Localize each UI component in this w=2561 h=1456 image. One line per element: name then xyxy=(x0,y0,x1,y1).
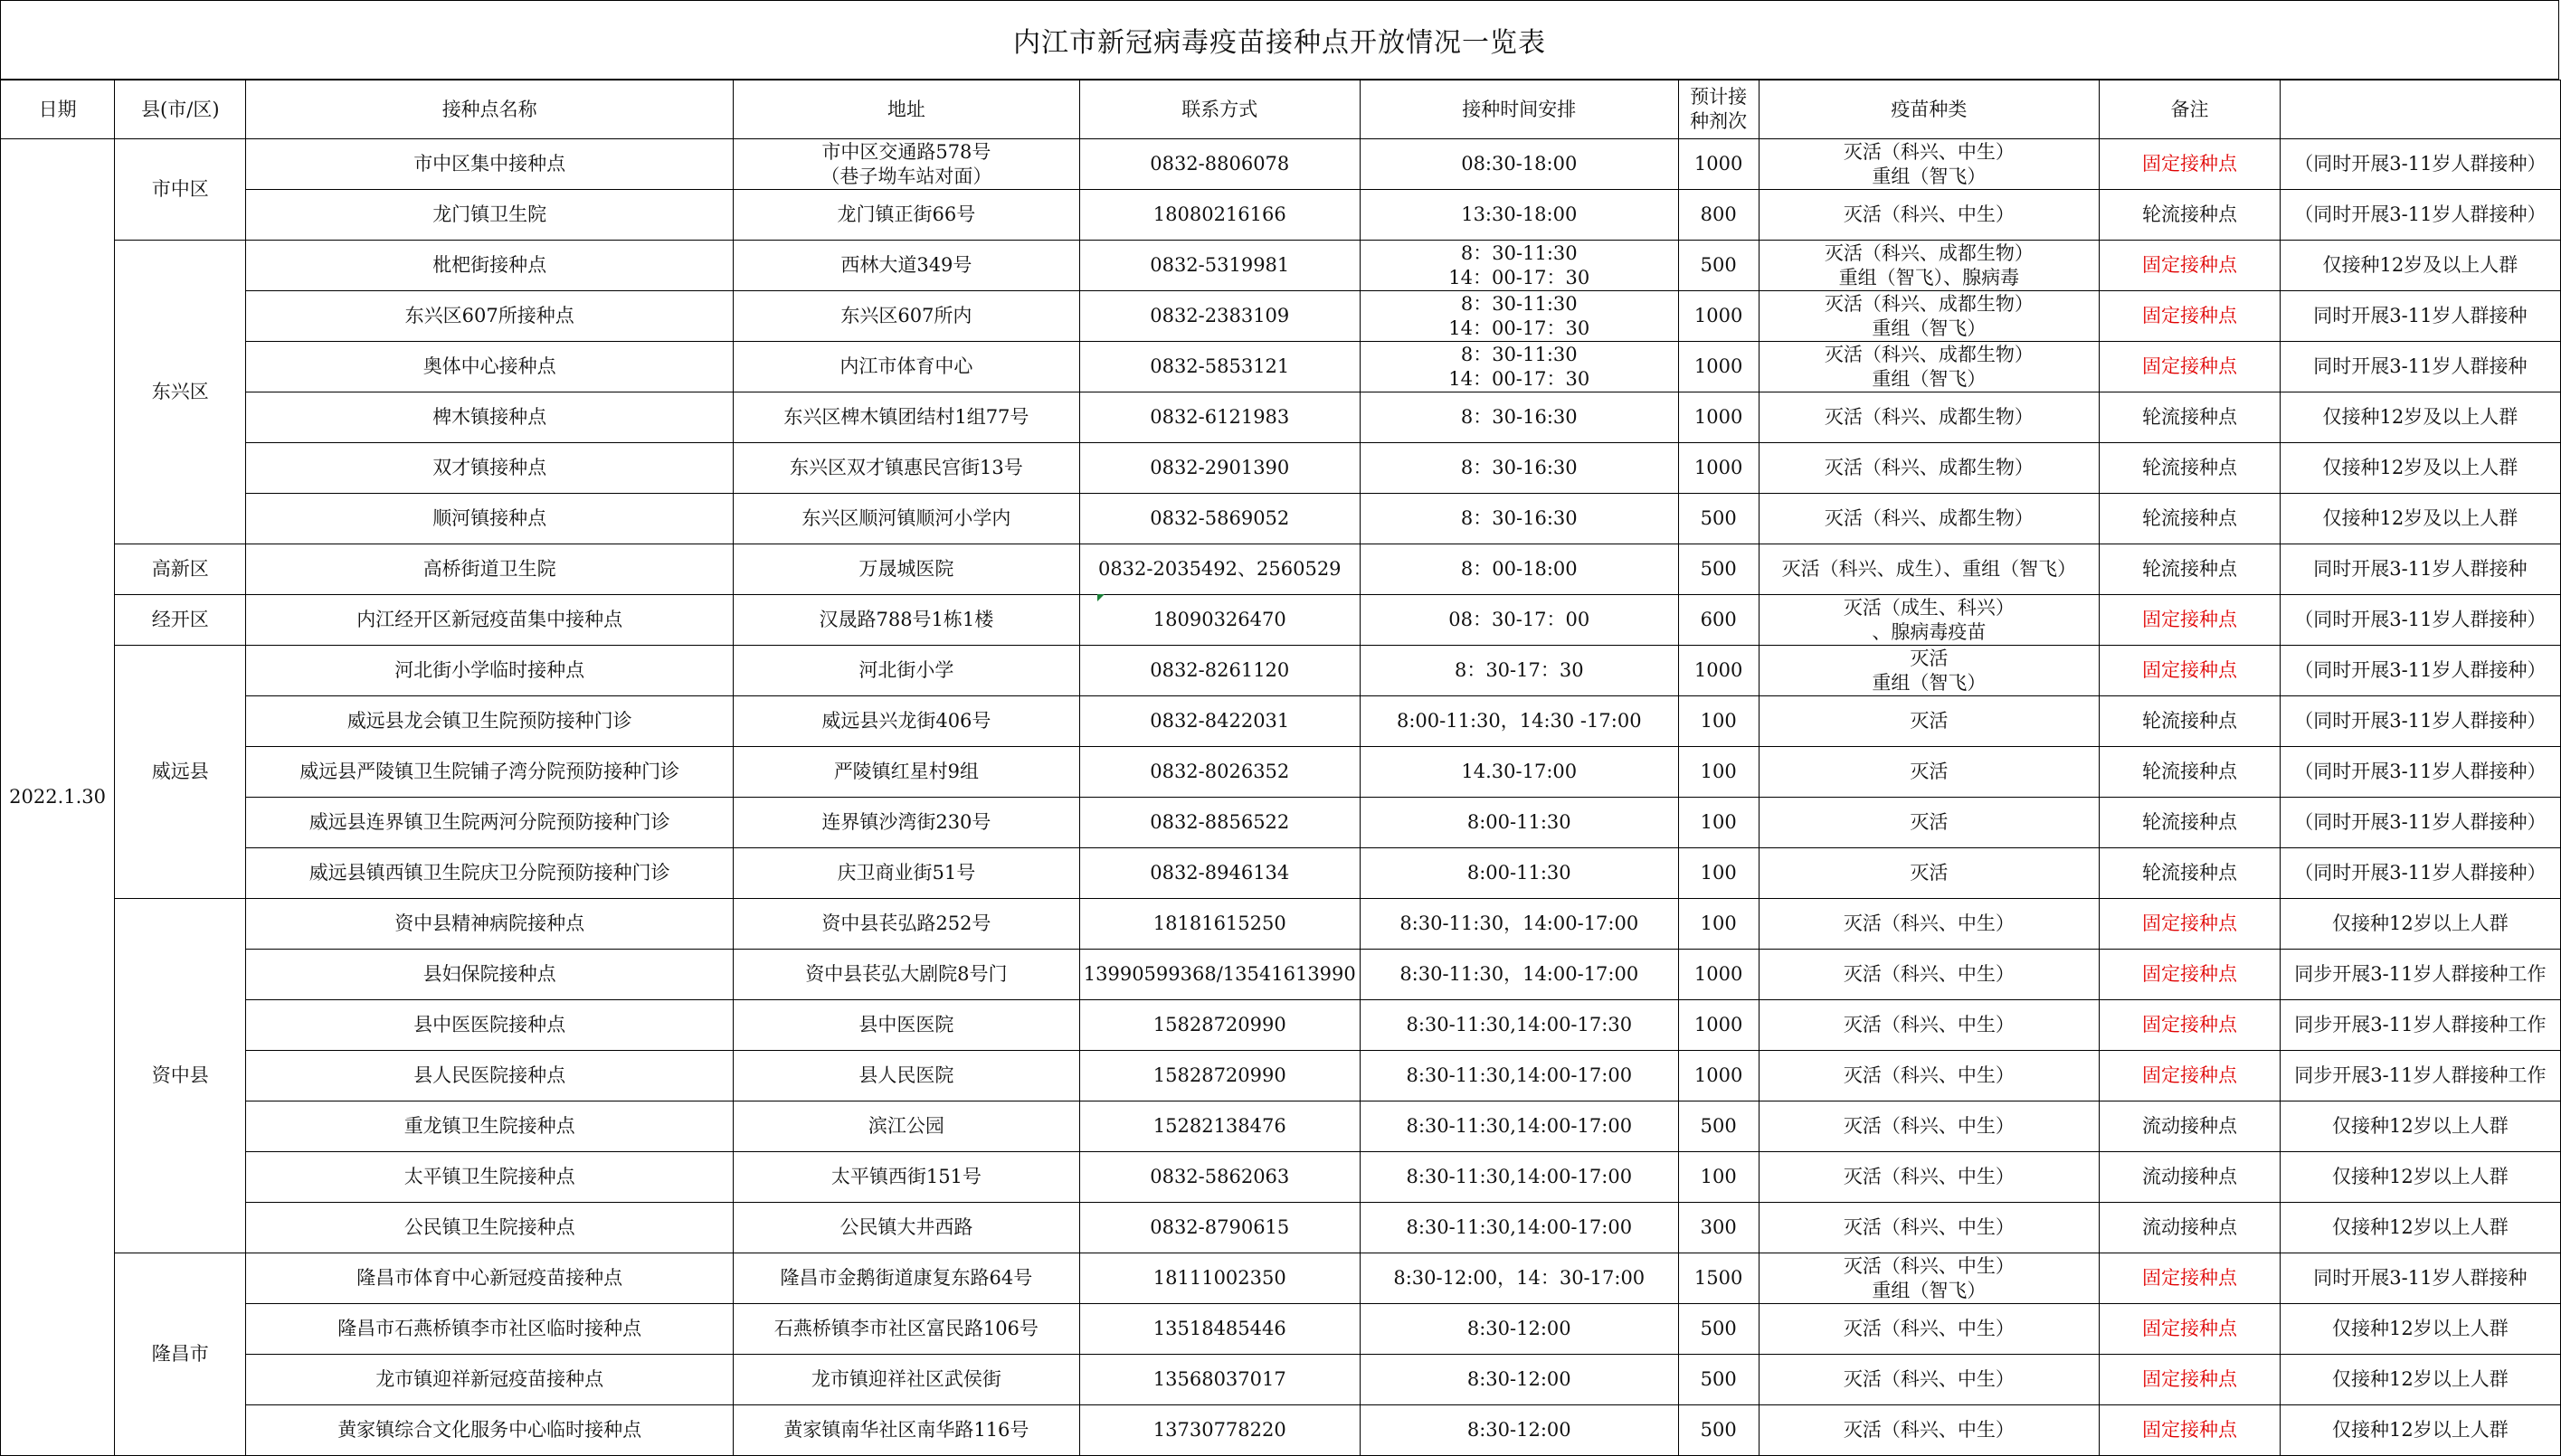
site-name: 太平镇卫生院接种点 xyxy=(246,1152,734,1203)
site-doses: 600 xyxy=(1678,595,1759,646)
table-row xyxy=(1,1101,2561,1152)
site-contact: 15828720990 xyxy=(1079,1051,1360,1101)
site-extra-note: 同步开展3-11岁人群接种工作 xyxy=(2280,950,2560,1000)
site-schedule: 8:30-11:30,14:00-17:30 xyxy=(1360,1000,1678,1051)
site-contact: 13568037017 xyxy=(1079,1355,1360,1405)
county-cell: 经开区 xyxy=(115,595,246,646)
site-contact: 0832-8026352 xyxy=(1079,747,1360,798)
site-type: 固定接种点 xyxy=(2100,1000,2280,1051)
site-vaccine: 灭活（成生、科兴） 、腺病毒疫苗 xyxy=(1759,595,2100,646)
site-extra-note: 仅接种12岁以上人群 xyxy=(2280,1152,2560,1203)
site-vaccine: 灭活（科兴、中生） xyxy=(1759,1152,2100,1203)
site-address: 严陵镇红星村9组 xyxy=(734,747,1080,798)
site-address: 东兴区椑木镇团结村1组77号 xyxy=(734,392,1080,443)
table-row xyxy=(1,291,2561,342)
table-row xyxy=(1,1355,2561,1405)
site-vaccine: 灭活（科兴、中生） xyxy=(1759,1101,2100,1152)
site-schedule: 8：30-16:30 xyxy=(1360,392,1678,443)
site-type: 流动接种点 xyxy=(2100,1101,2280,1152)
site-schedule: 8:00-11:30 xyxy=(1360,848,1678,899)
site-name: 顺河镇接种点 xyxy=(246,494,734,544)
site-schedule: 08:30-18:00 xyxy=(1360,139,1678,190)
site-name: 双才镇接种点 xyxy=(246,443,734,494)
site-address: 隆昌市金鹅街道康复东路64号 xyxy=(734,1253,1080,1304)
site-vaccine: 灭活（科兴、中生） xyxy=(1759,190,2100,241)
site-address: 东兴区顺河镇顺河小学内 xyxy=(734,494,1080,544)
site-address: 万晟城医院 xyxy=(734,544,1080,595)
site-schedule: 8：30-11:30 14：00-17：30 xyxy=(1360,241,1678,291)
site-extra-note: 仅接种12岁以上人群 xyxy=(2280,1304,2560,1355)
site-contact: 0832-8422031 xyxy=(1079,696,1360,747)
site-extra-note: （同时开展3-11岁人群接种） xyxy=(2280,696,2560,747)
site-type: 固定接种点 xyxy=(2100,1405,2280,1456)
site-extra-note: （同时开展3-11岁人群接种） xyxy=(2280,139,2560,190)
site-name: 威远县严陵镇卫生院铺子湾分院预防接种门诊 xyxy=(246,747,734,798)
site-contact: 0832-8790615 xyxy=(1079,1203,1360,1253)
table-row xyxy=(1,696,2561,747)
site-name: 威远县镇西镇卫生院庆卫分院预防接种门诊 xyxy=(246,848,734,899)
table-row xyxy=(1,1405,2561,1456)
site-vaccine: 灭活（科兴、成生）、重组（智飞） xyxy=(1759,544,2100,595)
site-name: 威远县连界镇卫生院两河分院预防接种门诊 xyxy=(246,798,734,848)
site-vaccine: 灭活（科兴、中生） xyxy=(1759,1000,2100,1051)
site-type: 轮流接种点 xyxy=(2100,443,2280,494)
site-doses: 300 xyxy=(1678,1203,1759,1253)
county-cell: 威远县 xyxy=(115,646,246,899)
header-county: 县(市/区) xyxy=(115,80,246,139)
site-type: 固定接种点 xyxy=(2100,139,2280,190)
table-row xyxy=(1,544,2561,595)
site-vaccine: 灭活（科兴、成都生物） xyxy=(1759,392,2100,443)
site-contact: 15282138476 xyxy=(1079,1101,1360,1152)
site-doses: 100 xyxy=(1678,1152,1759,1203)
site-extra-note: 同时开展3-11岁人群接种 xyxy=(2280,544,2560,595)
site-address: 连界镇沙湾街230号 xyxy=(734,798,1080,848)
site-vaccine: 灭活（科兴、中生） 重组（智飞） xyxy=(1759,139,2100,190)
site-schedule: 08：30-17：00 xyxy=(1360,595,1678,646)
table-row xyxy=(1,899,2561,950)
site-type: 轮流接种点 xyxy=(2100,494,2280,544)
site-schedule: 8:30-11:30,14:00-17:00 xyxy=(1360,1152,1678,1203)
site-name: 黄家镇综合文化服务中心临时接种点 xyxy=(246,1405,734,1456)
site-vaccine: 灭活（科兴、中生） xyxy=(1759,1355,2100,1405)
site-schedule: 8:30-12:00，14：30-17:00 xyxy=(1360,1253,1678,1304)
site-type: 轮流接种点 xyxy=(2100,696,2280,747)
site-name: 内江经开区新冠疫苗集中接种点 xyxy=(246,595,734,646)
site-address: 内江市体育中心 xyxy=(734,342,1080,392)
site-doses: 500 xyxy=(1678,494,1759,544)
site-extra-note: 同时开展3-11岁人群接种 xyxy=(2280,342,2560,392)
site-doses: 100 xyxy=(1678,696,1759,747)
site-address: 西林大道349号 xyxy=(734,241,1080,291)
county-cell: 隆昌市 xyxy=(115,1253,246,1456)
site-contact: 15828720990 xyxy=(1079,1000,1360,1051)
site-contact: 0832-8946134 xyxy=(1079,848,1360,899)
site-type: 固定接种点 xyxy=(2100,950,2280,1000)
site-type: 轮流接种点 xyxy=(2100,190,2280,241)
site-contact: 13990599368/13541613990 xyxy=(1079,950,1360,1000)
site-name: 公民镇卫生院接种点 xyxy=(246,1203,734,1253)
site-vaccine: 灭活（科兴、成都生物） 重组（智飞） xyxy=(1759,291,2100,342)
site-extra-note: 仅接种12岁及以上人群 xyxy=(2280,241,2560,291)
header-date: 日期 xyxy=(1,80,115,139)
site-name: 河北街小学临时接种点 xyxy=(246,646,734,696)
table-row xyxy=(1,747,2561,798)
site-address: 资中县苌弘大剧院8号门 xyxy=(734,950,1080,1000)
site-vaccine: 灭活（科兴、成都生物） xyxy=(1759,443,2100,494)
site-extra-note: （同时开展3-11岁人群接种） xyxy=(2280,595,2560,646)
site-doses: 1000 xyxy=(1678,950,1759,1000)
site-contact: 0832-5862063 xyxy=(1079,1152,1360,1203)
site-address: 东兴区607所内 xyxy=(734,291,1080,342)
site-name: 奥体中心接种点 xyxy=(246,342,734,392)
site-extra-note: 仅接种12岁以上人群 xyxy=(2280,1405,2560,1456)
site-type: 固定接种点 xyxy=(2100,291,2280,342)
site-schedule: 8：30-16:30 xyxy=(1360,494,1678,544)
site-vaccine: 灭活 xyxy=(1759,848,2100,899)
site-doses: 1000 xyxy=(1678,646,1759,696)
site-contact: 18080216166 xyxy=(1079,190,1360,241)
table-row xyxy=(1,848,2561,899)
site-type: 轮流接种点 xyxy=(2100,747,2280,798)
site-address: 县人民医院 xyxy=(734,1051,1080,1101)
table-row xyxy=(1,646,2561,696)
site-type: 流动接种点 xyxy=(2100,1203,2280,1253)
site-doses: 100 xyxy=(1678,848,1759,899)
site-doses: 800 xyxy=(1678,190,1759,241)
county-cell: 高新区 xyxy=(115,544,246,595)
page-title: 内江市新冠病毒疫苗接种点开放情况一览表 xyxy=(0,0,2559,80)
site-extra-note: 仅接种12岁及以上人群 xyxy=(2280,494,2560,544)
site-name: 资中县精神病院接种点 xyxy=(246,899,734,950)
site-doses: 1000 xyxy=(1678,291,1759,342)
header-site-name: 接种点名称 xyxy=(246,80,734,139)
site-schedule: 8:30-11:30,14:00-17:00 xyxy=(1360,1051,1678,1101)
county-cell: 东兴区 xyxy=(115,241,246,544)
site-schedule: 8：30-16:30 xyxy=(1360,443,1678,494)
site-address: 龙市镇迎祥社区武侯街 xyxy=(734,1355,1080,1405)
site-name: 枇杷街接种点 xyxy=(246,241,734,291)
header-vaccine: 疫苗种类 xyxy=(1759,80,2100,139)
site-schedule: 8:00-11:30 xyxy=(1360,798,1678,848)
site-contact: 13518485446 xyxy=(1079,1304,1360,1355)
table-row xyxy=(1,342,2561,392)
site-extra-note: （同时开展3-11岁人群接种） xyxy=(2280,646,2560,696)
site-type: 流动接种点 xyxy=(2100,1152,2280,1203)
site-type: 固定接种点 xyxy=(2100,1355,2280,1405)
site-schedule: 8:30-11:30，14:00-17:00 xyxy=(1360,899,1678,950)
site-vaccine: 灭活 xyxy=(1759,798,2100,848)
site-type: 固定接种点 xyxy=(2100,342,2280,392)
header-doses: 预计接 种剂次 xyxy=(1678,80,1759,139)
table-row xyxy=(1,190,2561,241)
site-type: 轮流接种点 xyxy=(2100,848,2280,899)
header-extra xyxy=(2280,80,2560,139)
site-contact: 0832-6121983 xyxy=(1079,392,1360,443)
table-row xyxy=(1,1000,2561,1051)
site-extra-note: 仅接种12岁及以上人群 xyxy=(2280,392,2560,443)
site-type: 轮流接种点 xyxy=(2100,392,2280,443)
site-extra-note: （同时开展3-11岁人群接种） xyxy=(2280,190,2560,241)
site-schedule: 8:30-11:30,14:00-17:00 xyxy=(1360,1101,1678,1152)
table-row xyxy=(1,241,2561,291)
table-row xyxy=(1,392,2561,443)
site-schedule: 8:00-11:30，14:30 -17:00 xyxy=(1360,696,1678,747)
site-extra-note: （同时开展3-11岁人群接种） xyxy=(2280,848,2560,899)
site-address: 庆卫商业街51号 xyxy=(734,848,1080,899)
site-extra-note: （同时开展3-11岁人群接种） xyxy=(2280,798,2560,848)
site-schedule: 8：30-11:30 14：00-17：30 xyxy=(1360,291,1678,342)
site-address: 滨江公园 xyxy=(734,1101,1080,1152)
site-name: 隆昌市石燕桥镇李市社区临时接种点 xyxy=(246,1304,734,1355)
header-contact: 联系方式 xyxy=(1079,80,1360,139)
site-name: 高桥街道卫生院 xyxy=(246,544,734,595)
site-address: 县中医医院 xyxy=(734,1000,1080,1051)
site-contact: 0832-2383109 xyxy=(1079,291,1360,342)
table-row xyxy=(1,1203,2561,1253)
site-schedule: 8:30-11:30，14:00-17:00 xyxy=(1360,950,1678,1000)
site-doses: 1000 xyxy=(1678,139,1759,190)
cell-marker-icon xyxy=(1097,594,1105,601)
site-name: 龙市镇迎祥新冠疫苗接种点 xyxy=(246,1355,734,1405)
site-contact: 0832-2901390 xyxy=(1079,443,1360,494)
site-address: 太平镇西街151号 xyxy=(734,1152,1080,1203)
site-vaccine: 灭活（科兴、中生） xyxy=(1759,1304,2100,1355)
site-vaccine: 灭活（科兴、中生） xyxy=(1759,1405,2100,1456)
site-extra-note: 同步开展3-11岁人群接种工作 xyxy=(2280,1051,2560,1101)
site-address: 石燕桥镇李市社区富民路106号 xyxy=(734,1304,1080,1355)
site-schedule: 8:30-11:30,14:00-17:00 xyxy=(1360,1203,1678,1253)
site-address: 黄家镇南华社区南华路116号 xyxy=(734,1405,1080,1456)
site-address: 龙门镇正街66号 xyxy=(734,190,1080,241)
site-extra-note: 仅接种12岁及以上人群 xyxy=(2280,443,2560,494)
site-vaccine: 灭活（科兴、中生） xyxy=(1759,1051,2100,1101)
table-row xyxy=(1,1304,2561,1355)
county-cell: 市中区 xyxy=(115,139,246,241)
site-name: 市中区集中接种点 xyxy=(246,139,734,190)
table-row xyxy=(1,494,2561,544)
site-type: 固定接种点 xyxy=(2100,241,2280,291)
header-row xyxy=(1,80,2561,139)
site-schedule: 14.30-17:00 xyxy=(1360,747,1678,798)
site-extra-note: 仅接种12岁以上人群 xyxy=(2280,1101,2560,1152)
county-cell: 资中县 xyxy=(115,899,246,1253)
site-address: 河北街小学 xyxy=(734,646,1080,696)
site-contact: 18181615250 xyxy=(1079,899,1360,950)
site-doses: 1500 xyxy=(1678,1253,1759,1304)
site-name: 威远县龙会镇卫生院预防接种门诊 xyxy=(246,696,734,747)
site-type: 轮流接种点 xyxy=(2100,544,2280,595)
site-vaccine: 灭活（科兴、中生） 重组（智飞） xyxy=(1759,1253,2100,1304)
site-doses: 500 xyxy=(1678,1304,1759,1355)
table-row xyxy=(1,595,2561,646)
site-doses: 500 xyxy=(1678,1405,1759,1456)
site-extra-note: 同步开展3-11岁人群接种工作 xyxy=(2280,1000,2560,1051)
site-vaccine: 灭活 重组（智飞） xyxy=(1759,646,2100,696)
site-doses: 100 xyxy=(1678,798,1759,848)
site-doses: 1000 xyxy=(1678,342,1759,392)
site-contact: 0832-5853121 xyxy=(1079,342,1360,392)
site-type: 固定接种点 xyxy=(2100,646,2280,696)
site-name: 龙门镇卫生院 xyxy=(246,190,734,241)
site-extra-note: 同时开展3-11岁人群接种 xyxy=(2280,291,2560,342)
site-extra-note: （同时开展3-11岁人群接种） xyxy=(2280,747,2560,798)
table-row xyxy=(1,1051,2561,1101)
site-doses: 100 xyxy=(1678,747,1759,798)
site-address: 公民镇大井西路 xyxy=(734,1203,1080,1253)
site-name: 椑木镇接种点 xyxy=(246,392,734,443)
site-vaccine: 灭活 xyxy=(1759,747,2100,798)
site-contact: 18090326470 xyxy=(1079,595,1360,646)
table-row xyxy=(1,950,2561,1000)
site-doses: 500 xyxy=(1678,241,1759,291)
site-contact: 0832-5319981 xyxy=(1079,241,1360,291)
site-vaccine: 灭活（科兴、中生） xyxy=(1759,899,2100,950)
site-schedule: 8：30-11:30 14：00-17：30 xyxy=(1360,342,1678,392)
date-cell: 2022.1.30 xyxy=(1,139,115,1456)
table-row xyxy=(1,1152,2561,1203)
site-vaccine: 灭活（科兴、中生） xyxy=(1759,1203,2100,1253)
site-extra-note: 仅接种12岁以上人群 xyxy=(2280,1355,2560,1405)
site-extra-note: 仅接种12岁以上人群 xyxy=(2280,899,2560,950)
table-row xyxy=(1,443,2561,494)
table-row xyxy=(1,1253,2561,1304)
site-type: 固定接种点 xyxy=(2100,1253,2280,1304)
site-schedule: 8：30-17：30 xyxy=(1360,646,1678,696)
site-contact: 0832-8806078 xyxy=(1079,139,1360,190)
site-schedule: 8：00-18:00 xyxy=(1360,544,1678,595)
site-contact: 18111002350 xyxy=(1079,1253,1360,1304)
site-vaccine: 灭活（科兴、中生） xyxy=(1759,950,2100,1000)
site-address: 市中区交通路578号 （巷子坳车站对面） xyxy=(734,139,1080,190)
table-row xyxy=(1,139,2561,190)
site-extra-note: 同时开展3-11岁人群接种 xyxy=(2280,1253,2560,1304)
schedule-table xyxy=(0,80,2561,1456)
site-type: 轮流接种点 xyxy=(2100,798,2280,848)
site-doses: 1000 xyxy=(1678,392,1759,443)
site-doses: 1000 xyxy=(1678,443,1759,494)
table-row xyxy=(1,798,2561,848)
site-doses: 500 xyxy=(1678,1355,1759,1405)
site-doses: 100 xyxy=(1678,899,1759,950)
site-vaccine: 灭活（科兴、成都生物） 重组（智飞） xyxy=(1759,342,2100,392)
site-contact: 0832-5869052 xyxy=(1079,494,1360,544)
site-doses: 1000 xyxy=(1678,1051,1759,1101)
site-type: 固定接种点 xyxy=(2100,595,2280,646)
site-type: 固定接种点 xyxy=(2100,1051,2280,1101)
site-name: 东兴区607所接种点 xyxy=(246,291,734,342)
site-schedule: 13:30-18:00 xyxy=(1360,190,1678,241)
site-contact: 0832-2035492、2560529 xyxy=(1079,544,1360,595)
site-name: 县人民医院接种点 xyxy=(246,1051,734,1101)
header-note: 备注 xyxy=(2100,80,2280,139)
header-address: 地址 xyxy=(734,80,1080,139)
site-contact: 13730778220 xyxy=(1079,1405,1360,1456)
site-schedule: 8:30-12:00 xyxy=(1360,1304,1678,1355)
site-type: 固定接种点 xyxy=(2100,899,2280,950)
site-address: 资中县苌弘路252号 xyxy=(734,899,1080,950)
site-contact: 0832-8856522 xyxy=(1079,798,1360,848)
site-contact: 0832-8261120 xyxy=(1079,646,1360,696)
site-name: 县妇保院接种点 xyxy=(246,950,734,1000)
site-vaccine: 灭活（科兴、成都生物） xyxy=(1759,494,2100,544)
site-schedule: 8:30-12:00 xyxy=(1360,1355,1678,1405)
site-doses: 1000 xyxy=(1678,1000,1759,1051)
header-schedule: 接种时间安排 xyxy=(1360,80,1678,139)
site-name: 县中医医院接种点 xyxy=(246,1000,734,1051)
site-address: 汉晟路788号1栋1楼 xyxy=(734,595,1080,646)
site-vaccine: 灭活 xyxy=(1759,696,2100,747)
site-address: 东兴区双才镇惠民宫街13号 xyxy=(734,443,1080,494)
site-name: 隆昌市体育中心新冠疫苗接种点 xyxy=(246,1253,734,1304)
site-address: 威远县兴龙街406号 xyxy=(734,696,1080,747)
site-extra-note: 仅接种12岁以上人群 xyxy=(2280,1203,2560,1253)
site-vaccine: 灭活（科兴、成都生物） 重组（智飞）、腺病毒 xyxy=(1759,241,2100,291)
site-name: 重龙镇卫生院接种点 xyxy=(246,1101,734,1152)
site-doses: 500 xyxy=(1678,544,1759,595)
site-type: 固定接种点 xyxy=(2100,1304,2280,1355)
site-doses: 500 xyxy=(1678,1101,1759,1152)
site-schedule: 8:30-12:00 xyxy=(1360,1405,1678,1456)
